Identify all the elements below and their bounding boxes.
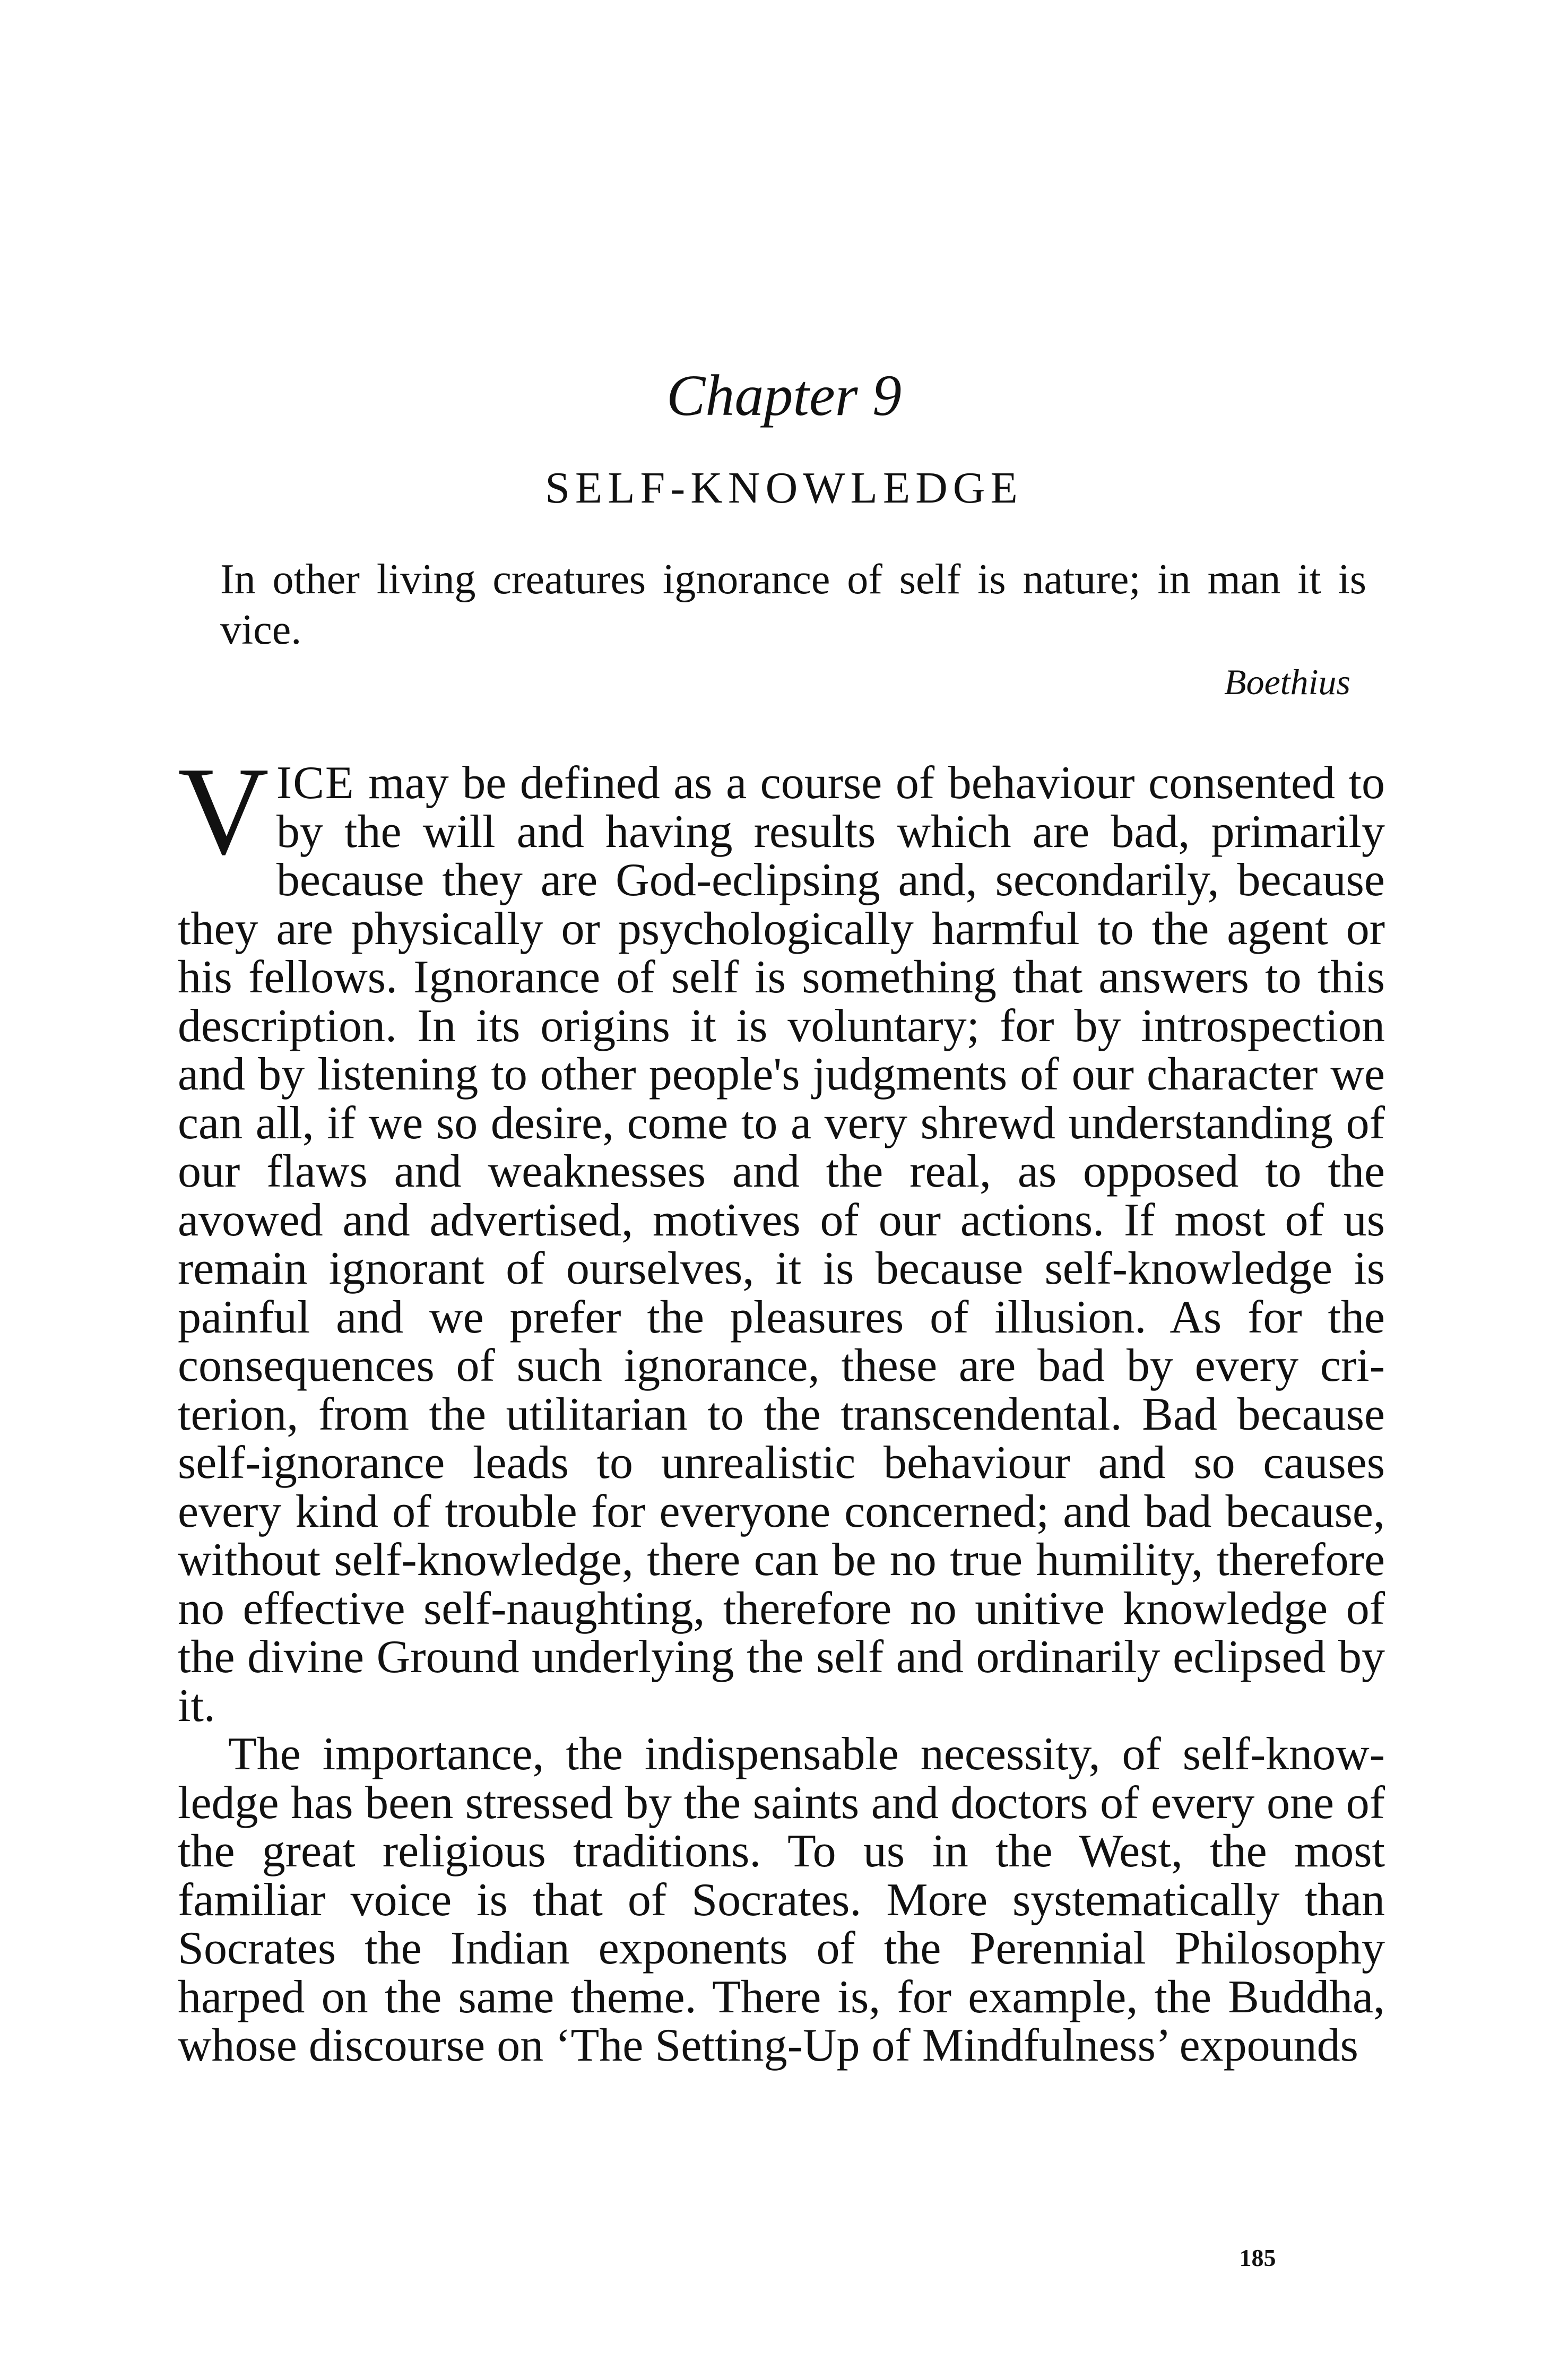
page-number: 185 — [1239, 2244, 1276, 2271]
paragraph-1-lead: ICE — [276, 757, 355, 809]
paragraph-1 — [178, 741, 1385, 1732]
paragraph-1-text: may be defined as a course of behaviour consented to by the will and having results which are bad, primarily because they are God-eclipsing and, secondarily, because they are physically or psychologically harmful to the agent or his fellows. Ignorance of self is something that answers to this description. In its origins it is voluntary; for by introspection and by listening to other people's judgments of our character we can all, if we so desire, come to a very shrewd understanding of our flaws and weaknesses and the real, as opposed to the avowed and advertised, motives of our actions. If most of us remain ignorant of ourselves, it is because self-knowledge is painful and we prefer the pleasures of illusion. As for the consequences of such ignorance, these are bad by every criterion, from the utilitarian to the transcendental. Bad because self-ignorance leads to unrealistic behaviour and so causes every kind of trouble for everyone concerned; and bad because, without self-knowledge, there can be no true humility, therefore no effective self-naughting, therefore no unitive knowledge of the divine Ground underlying the self and ordinarily eclipsed by it. — [178, 757, 1385, 1732]
body-text — [178, 741, 1385, 2071]
chapter-label: Chapter 9 — [666, 363, 902, 428]
chapter-title: SELF-KNOWLEDGE — [545, 463, 1023, 513]
epigraph-attribution: Boethius — [1224, 662, 1350, 702]
epigraph-quote: In other living creatures ignorance of self is nature; in man it is vice. — [220, 556, 1366, 653]
paragraph-2: The importance, the indispensable necessity, of self-knowledge has been stressed by the saints and doctors of every one of the great religious traditions. To us in the West, the most familiar voice is that of Socrates. More systematically than Socrates the Indian exponents of the Perennial Philosophy harped on the same theme. There is, for example, the Buddha, whose discourse on ‘The Setting-Up of Mindfulness’ expounds — [178, 1728, 1385, 2071]
drop-cap: V — [178, 741, 269, 881]
